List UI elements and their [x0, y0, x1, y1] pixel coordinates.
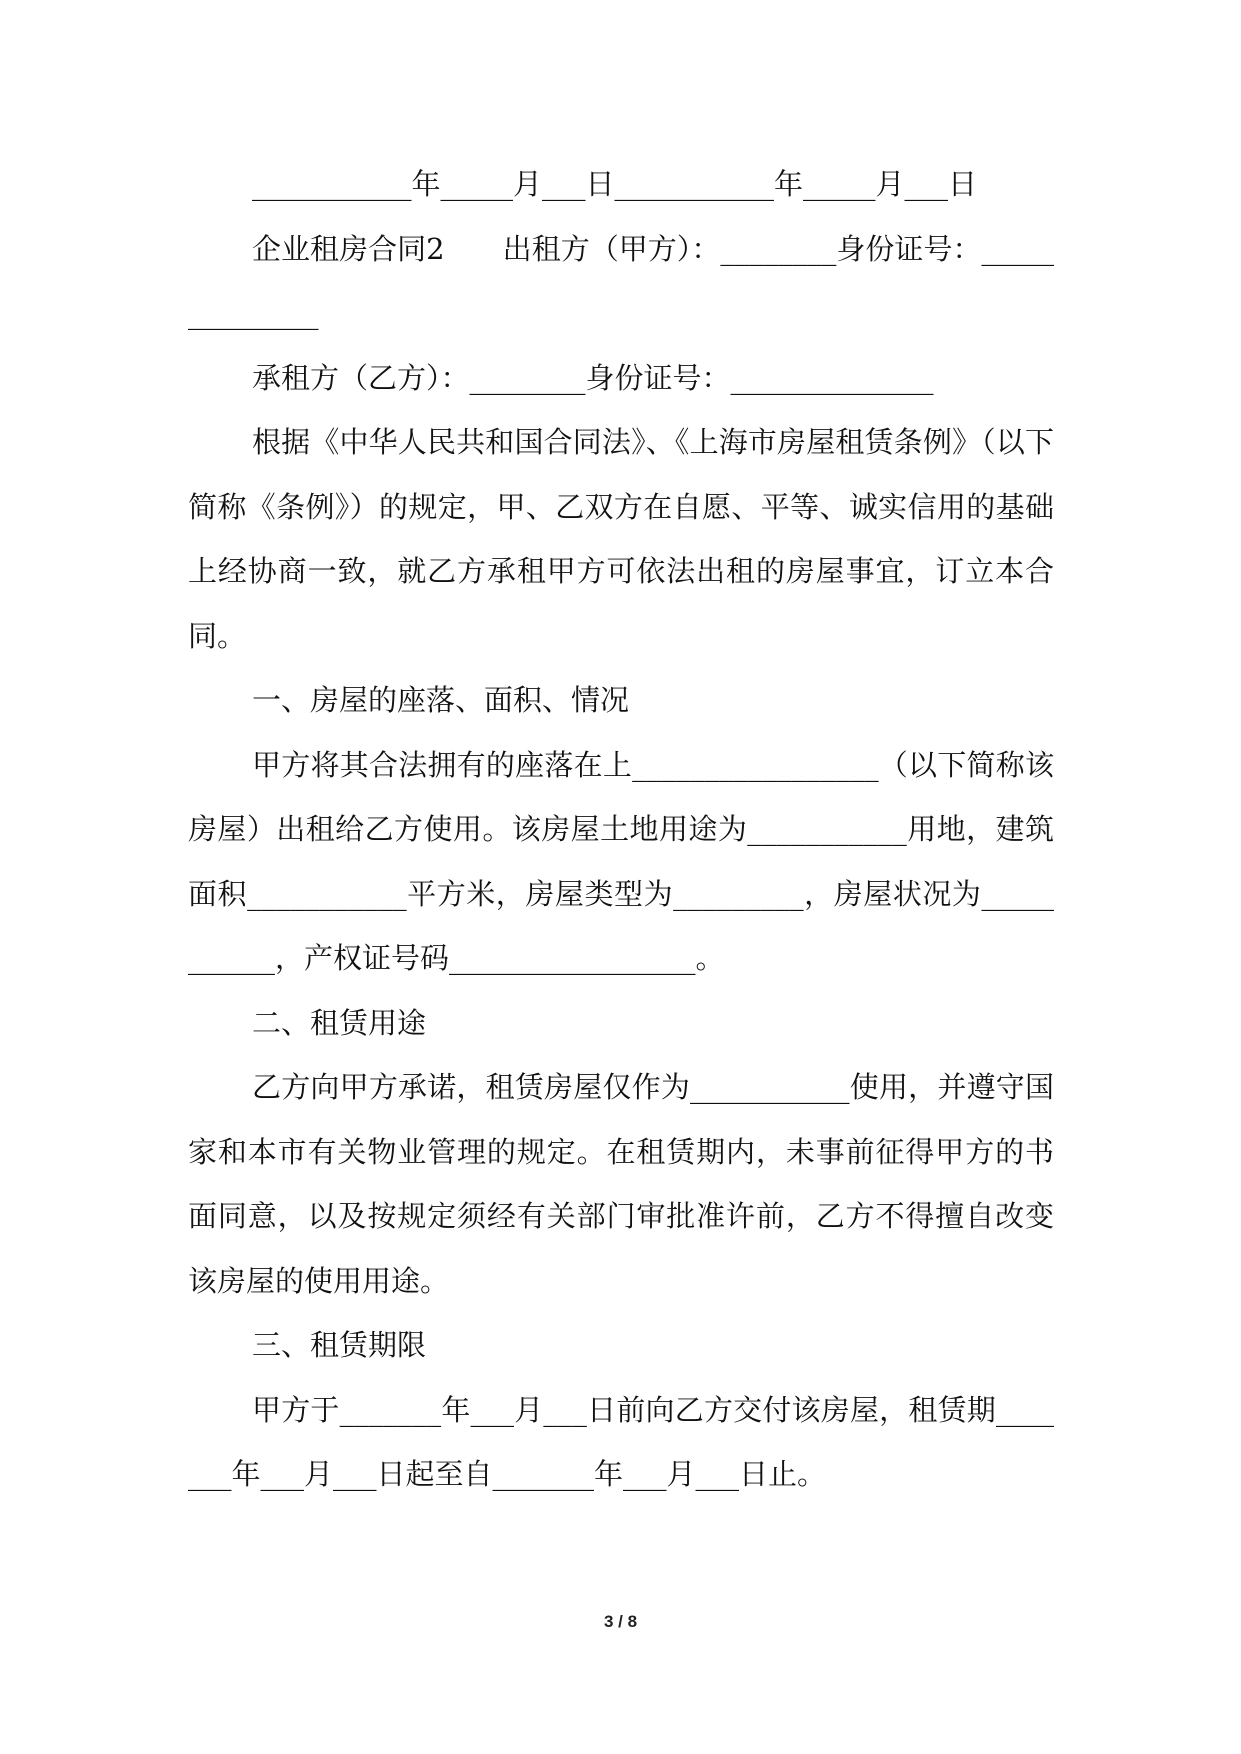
paragraph-usage-details: 乙方向甲方承诺，租赁房屋仅作为___________使用，并遵守国家和本市有关物业管理的规定。在租赁期内，未事前征得甲方的书面同意，以及按规定须经有关部门审批准许前，乙方不得擅自改变该房屋的使用用途。: [188, 1070, 1054, 1298]
section-heading-usage: 二、租赁用途: [252, 1005, 427, 1040]
section-heading-term: 三、租赁期限: [252, 1328, 427, 1362]
section-heading-property: 一、房屋的座落、面积、情况: [252, 683, 630, 717]
paragraph-property-details: 甲方将其合法拥有的座落在上_________________（以下简称该房屋）出租给乙方使用。该房屋土地用途为___________用地，建筑面积___________平方米，房屋类型为_________，房屋状况为___________，产权证号码_________________。: [188, 747, 1054, 975]
paragraph-term-details: 甲方于_______年___月___日前向乙方交付该房屋，租赁期_______年___月___日起至自_______年___月___日止。: [188, 1392, 1054, 1491]
page-number: 3 / 8: [603, 1612, 638, 1631]
paragraph-preamble: 根据《中华人民共和国合同法》、《上海市房屋租赁条例》（以下简称《条例》）的规定，甲、乙双方在自愿、平等、诚实信用的基础上经协商一致，就乙方承租甲方可依法出租的房屋事宜，订立本合同。: [188, 425, 1054, 653]
document-body: [188, 152, 1054, 1507]
paragraph-lessor-info: 企业租房合同2 出租方（甲方）：________身份证号：______________: [188, 231, 1054, 330]
paragraph-lessee-info: 承租方（乙方）：________身份证号：______________: [252, 360, 934, 395]
paragraph-date-line: ___________年_____月___日___________年_____月___日: [252, 167, 978, 201]
